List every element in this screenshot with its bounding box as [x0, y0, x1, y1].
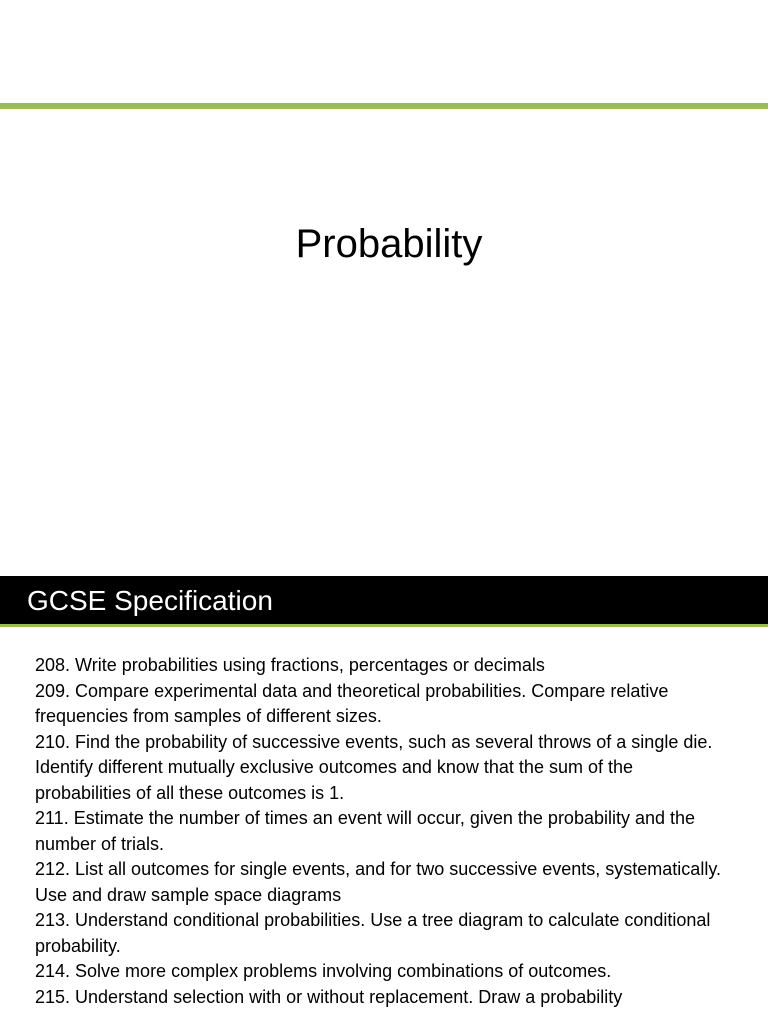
- specification-slide: [0, 576, 768, 1024]
- header-accent-line: [0, 624, 768, 627]
- spec-item-213: 213. Understand conditional probabilities. Use a tree diagram to calculate conditional probability.: [35, 910, 711, 956]
- spec-item-210-mutually-exclusive: Identify different mutually exclusive outcomes and know that the sum of the probabilities of all these outcomes is 1.: [35, 757, 633, 803]
- spec-list: [35, 653, 725, 1010]
- spec-item-209: 209. Compare experimental data and theoretical probabilities. Compare relative frequencies from samples of different sizes.: [35, 680, 669, 726]
- header-bar: [0, 576, 768, 624]
- spec-item-214: 214. Solve more complex problems involving combinations of outcomes.: [35, 961, 612, 981]
- accent-divider: [0, 103, 768, 109]
- slide-title: Probability: [295, 222, 483, 266]
- header-title: GCSE Specification: [27, 585, 273, 616]
- spec-item-210: 210. Find the probability of successive events, such as several throws of a single die.: [35, 731, 713, 752]
- spec-item-211: 211. Estimate the number of times an event will occur, given the probability and the number of trials.: [35, 808, 696, 854]
- spec-item-212: 212. List all outcomes for single events, and for two successive events, systematically. Use and draw sample space diagrams: [35, 859, 721, 905]
- spec-item-208: 208. Write probabilities using fractions, percentages or decimals: [35, 655, 545, 675]
- spec-item-215: 215. Understand selection with or without replacement. Draw a probability: [35, 986, 623, 1007]
